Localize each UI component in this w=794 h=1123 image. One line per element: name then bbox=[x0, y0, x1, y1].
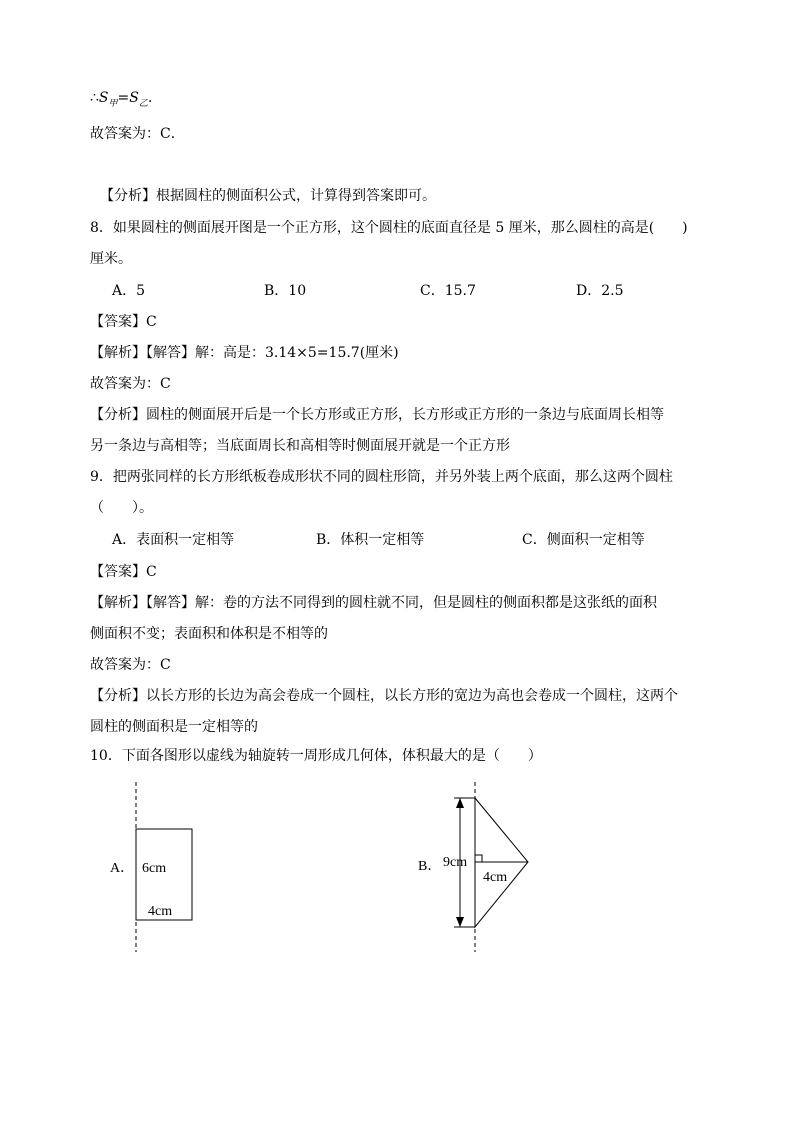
q9-solution-line2: 侧面积不变；表面积和体积是不相等的 bbox=[90, 626, 328, 642]
q8-option-c: C．15.7 bbox=[420, 283, 476, 299]
arrow-up-icon bbox=[456, 798, 464, 808]
prev-analysis: 【分析】根据圆柱的侧面积公式，计算得到答案即可。 bbox=[100, 188, 436, 204]
q9-stem-line2: （ ）。 bbox=[90, 500, 153, 516]
prev-answer: 故答案为：C． bbox=[90, 126, 185, 142]
q9-option-b: B．体积一定相等 bbox=[316, 532, 425, 548]
q9-answer: 【答案】C bbox=[90, 564, 157, 580]
q9-option-a: A．表面积一定相等 bbox=[112, 532, 235, 548]
q10-stem: 10．下面各图形以虚线为轴旋转一周形成几何体，体积最大的是（ ） bbox=[90, 748, 542, 764]
arrow-down-icon bbox=[456, 917, 464, 927]
q9-solution-line1: 【解析】【解答】解：卷的方法不同得到的圆柱就不同，但是圆柱的侧面积都是这张纸的面积 bbox=[90, 595, 657, 611]
q8-answer: 【答案】C bbox=[90, 314, 157, 330]
q8-solution: 【解析】【解答】解：高是：3.14×5=15.7(厘米) bbox=[90, 345, 399, 361]
q9-final-answer: 故答案为：C bbox=[90, 657, 171, 673]
q10-figure-b bbox=[410, 780, 550, 955]
therefore-symbol: ∴ bbox=[90, 90, 99, 106]
q9-stem-line1: 9．把两张同样的长方形纸板卷成形状不同的圆柱形筒，并另外装上两个底面，那么这两个圆柱 bbox=[90, 469, 673, 485]
fig-a-height-label: 6cm bbox=[142, 861, 167, 876]
fig-a-width-label: 4cm bbox=[148, 904, 173, 919]
q9-analysis-line1: 【分析】以长方形的长边为高会卷成一个圆柱，以长方形的宽边为高也会卷成一个圆柱，这两个 bbox=[90, 688, 678, 704]
q8-option-b: B．10 bbox=[264, 283, 307, 299]
q8-analysis-line1: 【分析】圆柱的侧面展开后是一个长方形或正方形，长方形或正方形的一条边与底面周长相等 bbox=[90, 407, 664, 423]
fig-a-label: A． bbox=[110, 861, 135, 876]
q8-option-a: A．5 bbox=[112, 283, 146, 299]
q8-stem-line2: 厘米。 bbox=[90, 251, 132, 267]
q8-analysis-line2: 另一条边与高相等；当底面周长和高相等时侧面展开就是一个正方形 bbox=[90, 438, 510, 454]
q8-stem-line1: 8．如果圆柱的侧面展开图是一个正方形，这个圆柱的底面直径是 5 厘米，那么圆柱的高是( ) bbox=[90, 220, 688, 236]
q8-option-d: D．2.5 bbox=[576, 283, 624, 299]
conclusion-line: $\therefore S_甲=S_乙$. bbox=[90, 90, 153, 109]
q9-analysis-line2: 圆柱的侧面积是一定相等的 bbox=[90, 719, 258, 735]
q10-figure-a bbox=[100, 780, 210, 955]
fig-b-width-label: 4cm bbox=[483, 870, 508, 885]
right-angle-mark bbox=[475, 855, 482, 862]
q8-final-answer: 故答案为：C bbox=[90, 376, 171, 392]
fig-b-height-label: 9cm bbox=[443, 855, 468, 870]
fig-b-label: B． bbox=[418, 859, 442, 874]
q9-option-c: C．侧面积一定相等 bbox=[522, 532, 645, 548]
